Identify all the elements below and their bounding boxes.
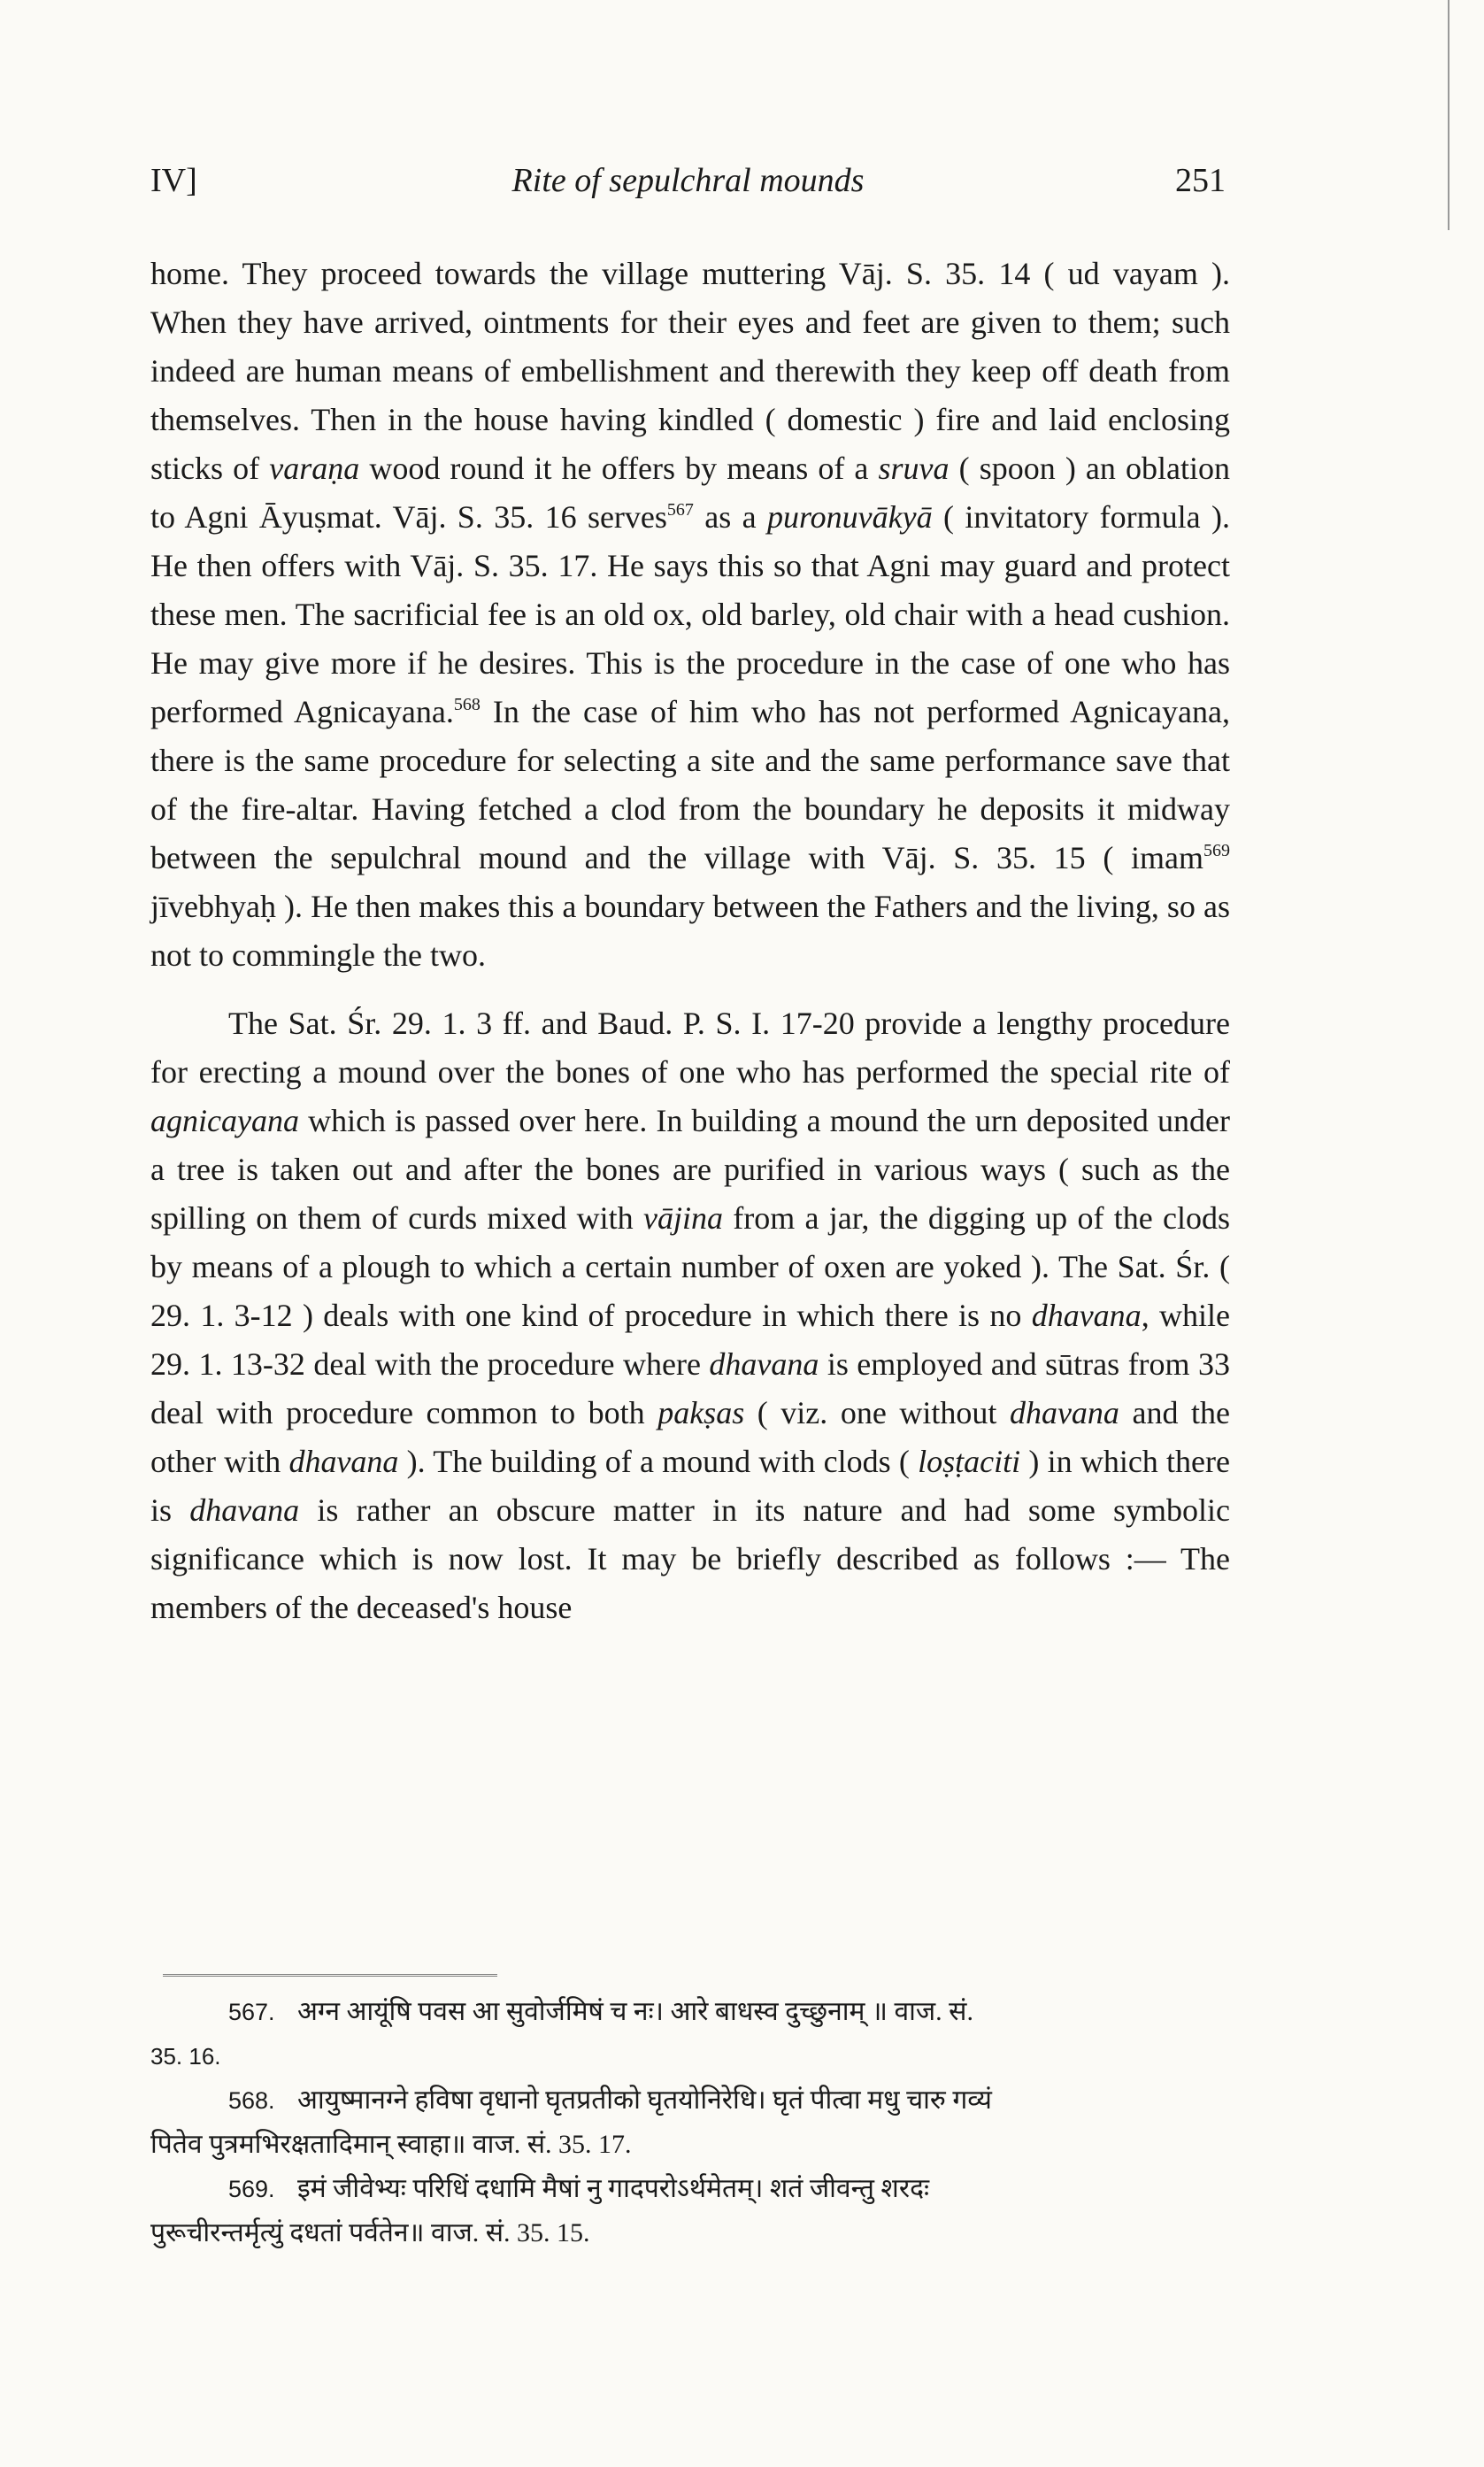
paragraph-2: The Sat. Śr. 29. 1. 3 ff. and Baud. P. S. I. 17-20 provide a lengthy procedure for erecting a mound over the bones of one who has performed the special rite of agnicayana which is passed over here. In building a mound the urn deposited under a tree is taken out and after the bones are purified in various ways ( such as the spilling on them of curds mixed with vājina from a jar, the digging up of the clods by means of a plough to which a certain number of oxen are yoked ). The Sat. Śr. ( 29. 1. 3-12 ) deals with one kind of procedure in which there is no dhavana, while 29. 1. 13-32 deal with the procedure where dhavana is employed and sūtras from 33 deal with procedure common to both pakṣas ( viz. one without dhavana and the other with dhavana ). The building of a mound with clods ( loṣṭaciti ) in which there is dhavana is rather an obscure matter in its nature and had some symbolic significance which is now lost. It may be briefly described as follows :— The members of the deceased's house (150, 1006, 1230, 1625)
body-text (150, 250, 1230, 1632)
paragraph-1: home. They proceed towards the village muttering Vāj. S. 35. 14 ( ud vayam ). When they have arrived, ointments for their eyes and feet are given to them; such indeed are human means of embellishment and therewith they keep off death from themselves. Then in the house having kindled ( domestic ) fire and laid enclosing sticks of varaṇa wood round it he offers by means of a sruva ( spoon ) an oblation to Agni Āyuṣmat. Vāj. S. 35. 16 serves$^{567}$ as a puronuvākyā ( invitatory formula ). He then offers with Vāj. S. 35. 17. He says this so that Agni may guard and protect these men. The sacrificial fee is an old ox, old barley, old chair with a head cushion. He may give more if he desires. This is the procedure in the case of one who has performed Agnicayana.$^{568}$ In the case of him who has not performed Agnicayana, there is the same procedure for selecting a site and the same performance save that of the fire-altar. Having fetched a clod from the boundary he deposits it midway between the sepulchral mound and the village with Vāj. S. 35. 15 ( imam$^{569}$ jīvebhyaḥ ). He then makes this a boundary between the Fathers and the living, so as not to commingle the two. (150, 256, 1231, 973)
running-header (150, 161, 1226, 207)
footnote-text: अग्न आयूंषि पवस आ सुवोर्जमिषं च नः। आरे बाधस्व दुच्छुनाम् ॥ वाज. सं. (297, 1997, 973, 2026)
page-number: 251 (1175, 162, 1226, 199)
footnote-569 (150, 2167, 1226, 2255)
footnote-separator (163, 1974, 497, 1977)
footnote-number: 569. (228, 2176, 275, 2202)
page-title: Rite of sepulchral mounds (511, 162, 865, 199)
footnote-ref-567[interactable]: 567 (666, 500, 694, 520)
chapter-marker: IV] (150, 162, 197, 199)
footnote-text-continued: पितेव पुत्रमभिरक्षतादिमान् स्वाहा॥ वाज. सं. 35. 17. (150, 2130, 632, 2159)
footnotes (150, 1990, 1226, 2255)
footnote-text-continued: 35. 16. (150, 2043, 221, 2070)
footnote-ref-569[interactable]: 569 (1203, 841, 1230, 860)
footnote-ref-568[interactable]: 568 (453, 695, 481, 714)
footnote-text-continued: पुरूचीरन्तर्मृत्युं दधतां पर्वतेन॥ वाज. सं. 35. 15. (150, 2218, 590, 2247)
footnote-number: 567. (228, 1999, 275, 2025)
footnote-number: 568. (228, 2087, 275, 2114)
page-edge-rule (1448, 0, 1449, 230)
footnote-text: इमं जीवेभ्यः परिधिं दधामि मैषां नु गादपरोऽर्थमेतम्। शतं जीवन्तु शरदः (297, 2174, 930, 2203)
footnote-567 (150, 1990, 1226, 2078)
footnote-text: आयुष्मानग्ने हविषा वृधानो घृतप्रतीको घृतयोनिरेधि। घृतं पीत्वा मधु चारु गव्यं (297, 2085, 992, 2115)
footnote-568 (150, 2078, 1226, 2167)
